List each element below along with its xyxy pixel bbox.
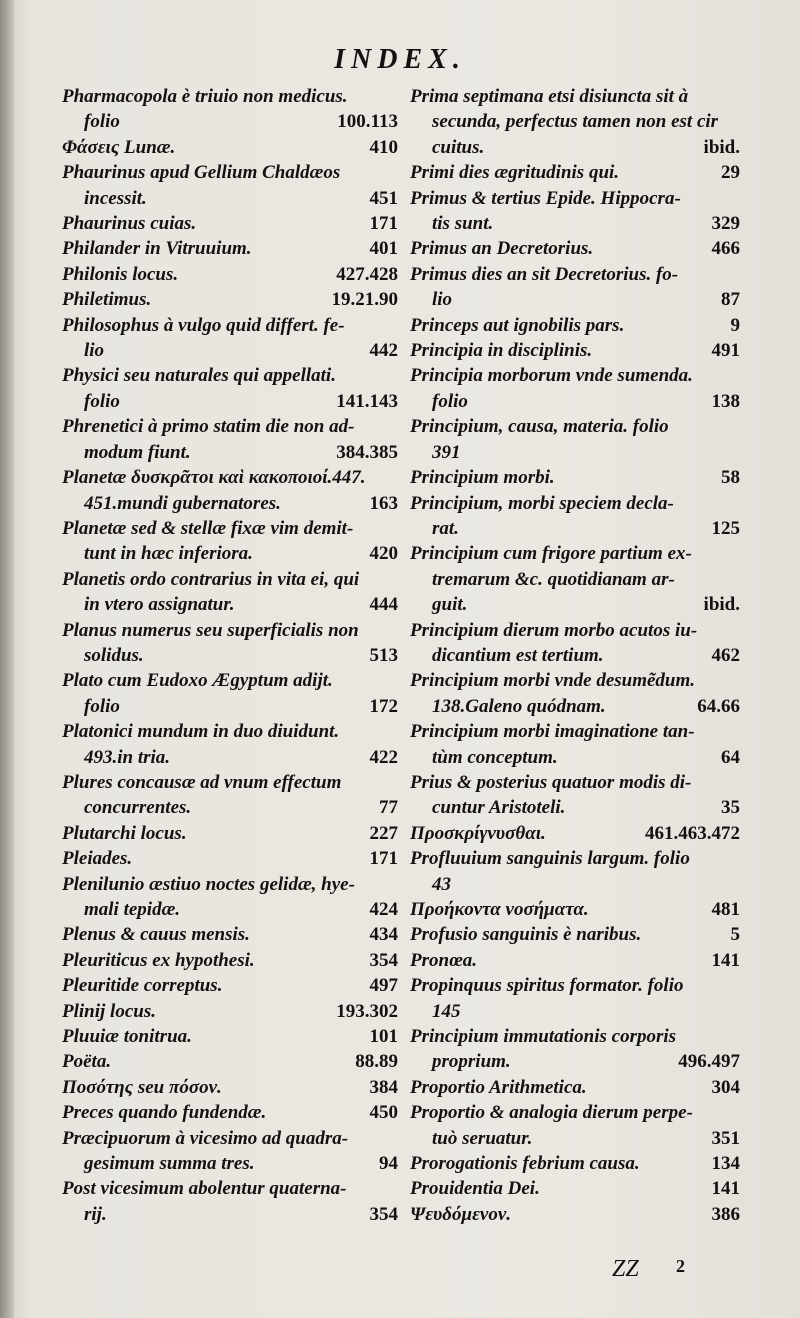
entry-text: Phrenetici à primo statim die non ad- [62,416,355,438]
entry-line [410,668,740,693]
page-reference: 422 [369,746,398,768]
page-reference: 401 [369,238,398,260]
entry-text: Plenilunio æstiuo noctes gelidæ, hye- [62,873,355,895]
entry-line [410,1049,740,1074]
entry-line [62,719,398,744]
page-reference: 35 [721,797,740,819]
page-reference: 466 [711,238,740,260]
index-entry [410,846,740,897]
index-entry [62,287,398,312]
index-entry [410,414,740,465]
entry-line [410,973,740,998]
index-entry [410,770,740,821]
index-entry [410,186,740,237]
entry-text: cuntur Aristoteli. [432,797,566,819]
index-entry [410,618,740,669]
entry-text: Pleuritide correptus. [62,975,223,997]
index-entry [62,465,398,516]
entry-text: Profusio sanguinis è naribus. [410,924,642,946]
entry-line [410,440,740,465]
entry-line [62,211,398,236]
page-reference: 64.66 [697,695,740,717]
entry-line [62,999,398,1024]
entry-text: Primus an Decretorius. [410,238,594,260]
index-entry [410,1075,740,1100]
index-entry [62,211,398,236]
entry-line [410,897,740,922]
page-reference: 138 [711,390,740,412]
entry-line [410,592,740,617]
signature-mark: ZZ [612,1256,639,1282]
entry-line [62,592,398,617]
entry-line [410,745,740,770]
index-entry [62,1075,398,1100]
entry-text: Præcipuorum à vicesimo ad quadra- [62,1127,349,1149]
entry-line [410,363,740,388]
page-reference: 29 [721,162,740,184]
entry-line [410,109,740,134]
index-entry [410,160,740,185]
entry-text: Principia morborum vnde sumenda. [410,365,693,387]
index-entry [62,262,398,287]
entry-line [62,618,398,643]
entry-text: Ποσότης seu πόσον. [62,1076,222,1098]
entry-text: Profluuium sanguinis largum. folio [410,848,690,870]
index-entry [62,922,398,947]
index-entry [410,719,740,770]
index-entry [62,160,398,211]
entry-text: Planetæ δυσκρᾶτοι καὶ κακοποιοί.447. [62,467,366,489]
page-reference: 354 [369,1203,398,1225]
entry-text: rat. [432,517,459,539]
entry-line [62,694,398,719]
page-reference: 434 [369,924,398,946]
entry-line [62,389,398,414]
entry-line [410,999,740,1024]
index-entry [410,1024,740,1075]
entry-line [410,262,740,287]
page-reference: 64 [721,746,740,768]
page-reference: 19.21.90 [331,289,398,311]
entry-line [410,643,740,668]
entry-line [62,973,398,998]
entry-text: Philetimus. [62,289,152,311]
entry-text: tùm conceptum. [432,746,558,768]
entry-line [62,236,398,261]
entry-text: Proportio Arithmetica. [410,1076,587,1098]
page-reference: 5 [730,924,740,946]
entry-line [410,1024,740,1049]
entry-line [410,872,740,897]
entry-text: Planus numerus seu superficialis non [62,619,359,641]
entry-text: Principium dierum morbo acutos iu- [410,619,698,641]
entry-line [62,109,398,134]
page-reference: 354 [369,949,398,971]
index-entry [62,872,398,923]
entry-text: rij. [84,1203,107,1225]
entry-text: Pharmacopola è triuio non medicus. [62,86,348,107]
entry-line [62,567,398,592]
page-reference: 513 [369,644,398,666]
index-entry [410,491,740,542]
entry-line [410,516,740,541]
index-entry [62,618,398,669]
entry-line [62,338,398,363]
entry-text: 493.in tria. [84,746,171,768]
entry-text: Plures concausæ ad vnum effectum [62,771,342,793]
entry-line [62,516,398,541]
entry-text: Principia in disciplinis. [410,340,593,362]
entry-line [62,846,398,871]
entry-line [62,821,398,846]
entry-text: tuò seruatur. [432,1127,533,1149]
page-reference: 163 [369,492,398,514]
page-reference: 481 [711,899,740,920]
entry-text: Principium morbi vnde desumẽdum. [410,670,696,692]
entry-line [410,1151,740,1176]
entry-text: Primi dies ægritudinis qui. [410,162,620,184]
entry-line [62,897,398,922]
index-entry [410,948,740,973]
entry-text: mali tepidæ. [84,899,181,920]
index-entry [410,922,740,947]
index-entry [410,897,740,922]
entry-line [410,389,740,414]
entry-line [62,1049,398,1074]
entry-line [62,1151,398,1176]
entry-line [62,1202,398,1227]
entry-text: Prouidentia Dei. [410,1178,540,1200]
entry-line [410,211,740,236]
entry-text: Propinquus spiritus formator. folio [410,975,684,997]
entry-text: Primus dies an sit Decretorius. fo- [410,263,679,285]
page-reference: 386 [711,1203,740,1225]
entry-line [410,135,740,160]
index-entry [410,1176,740,1201]
entry-line [410,770,740,795]
entry-line [410,1075,740,1100]
page-reference: 87 [721,289,740,311]
page-reference: 491 [711,340,740,362]
entry-line [62,1126,398,1151]
entry-line [62,262,398,287]
entry-text: lio [84,340,105,362]
entry-line [410,1126,740,1151]
entry-line [410,186,740,211]
index-entry [62,1100,398,1125]
index-entry [410,1202,740,1227]
entry-line [62,313,398,338]
right-index-column [410,84,740,1227]
page-reference: 462 [711,644,740,666]
index-entry [62,719,398,770]
entry-line [410,694,740,719]
page-reference: 451 [369,187,398,209]
index-entry [410,363,740,414]
entry-line [410,1100,740,1125]
entry-line [410,821,740,846]
entry-text: Phaurinus cuias. [62,213,197,235]
page-reference: 171 [369,213,398,235]
entry-text: Proportio & analogia dierum perpe- [410,1102,693,1124]
index-entry [410,262,740,313]
entry-line [62,922,398,947]
entry-text: Princeps aut ignobilis pars. [410,314,625,336]
entry-line [410,719,740,744]
entry-line [62,160,398,185]
index-entry [62,668,398,719]
page-reference: 141 [711,1178,740,1200]
index-entry [410,1100,740,1151]
entry-text: guit. [432,594,468,616]
entry-text: Principium morbi imaginatione tan- [410,721,695,743]
entry-text: in vtero assignatur. [84,594,235,616]
entry-text: Φάσεις Lunæ. [62,136,176,158]
index-entry [410,465,740,490]
entry-text: lio [432,289,453,311]
entry-text: Post vicesimum abolentur quaterna- [62,1178,347,1200]
entry-line [410,414,740,439]
entry-text: dicantium est tertium. [432,644,604,666]
entry-text: concurrentes. [84,797,192,819]
entry-text: proprium. [432,1051,511,1073]
entry-text: cuitus. [432,136,485,158]
index-entry [62,948,398,973]
page-reference: 94 [379,1153,398,1175]
entry-text: Principium cum frigore partium ex- [410,543,692,565]
entry-text: solidus. [84,644,144,666]
entry-line [62,1075,398,1100]
index-entry [62,846,398,871]
folio-number: 2 [676,1256,685,1276]
index-entry [62,973,398,998]
entry-line [410,491,740,516]
entry-text: tunt in hæc inferiora. [84,543,253,565]
index-entry [62,1126,398,1177]
entry-text: 138.Galeno quódnam. [432,695,606,717]
page-reference: 101 [369,1026,398,1048]
entry-text: Primus & tertius Epide. Hippocra- [410,187,681,209]
entry-line [62,84,398,109]
entry-line [410,922,740,947]
index-entry [62,1024,398,1049]
entry-line [410,313,740,338]
entry-line [410,84,740,109]
entry-line [62,541,398,566]
entry-text: secunda, perfectus tamen non est cir [432,111,719,133]
entry-text: folio [84,390,120,412]
page-binding-shadow [0,0,14,1318]
entry-text: tremarum &c. quotidianam ar- [432,568,675,590]
page-reference: 134 [711,1153,740,1175]
index-entry [410,1151,740,1176]
index-entry [62,567,398,618]
page-reference: 227 [369,822,398,844]
entry-line [62,643,398,668]
entry-line [62,287,398,312]
entry-line [410,338,740,363]
entry-text: Pleiades. [62,848,133,870]
entry-text: Pronœa. [410,949,478,971]
entry-text: Poëta. [62,1051,112,1073]
page-reference: 9 [730,314,740,336]
page-reference: 384.385 [336,441,398,463]
entry-text: Προσκρίγνυσθαι. [410,822,546,844]
entry-text: Principium morbi. [410,467,555,489]
page-reference: 496.497 [678,1051,740,1073]
entry-line [62,414,398,439]
page-reference: 329 [711,213,740,235]
page-reference: 193.302 [336,1000,398,1022]
entry-text: 391 [432,441,461,463]
entry-line [62,770,398,795]
index-entry [410,973,740,1024]
entry-text: Prius & posterius quatuor modis di- [410,771,692,793]
entry-line [410,541,740,566]
page-reference: ibid. [703,136,740,158]
page-reference: 77 [379,797,398,819]
entry-line [62,872,398,897]
entry-text: Pleuriticus ex hypothesi. [62,949,255,971]
entry-line [62,135,398,160]
index-entry [62,236,398,261]
index-entry [410,338,740,363]
index-entry [62,84,398,135]
entry-line [410,948,740,973]
entry-line [410,846,740,871]
page-reference: 410 [369,136,398,158]
entry-line [410,1176,740,1201]
index-entry [62,414,398,465]
entry-line [62,1100,398,1125]
entry-text: gesimum summa tres. [84,1153,255,1175]
index-entry [62,135,398,160]
entry-line [410,795,740,820]
page-reference: 424 [369,899,398,920]
index-entry [62,363,398,414]
entry-text: Platonici mundum in duo diuidunt. [62,721,340,743]
entry-line [62,363,398,388]
index-entry [62,821,398,846]
entry-text: Philander in Vitruuium. [62,238,252,260]
entry-text: Planetis ordo contrarius in vita ei, qui [62,568,360,590]
entry-text: 145 [432,1000,461,1022]
page-reference: 304 [711,1076,740,1098]
entry-text: Phaurinus apud Gellium Chaldæos [62,162,341,184]
entry-text: Preces quando fundendæ. [62,1102,267,1124]
entry-text: 43 [432,873,451,895]
index-entry [410,541,740,617]
page-reference: 384 [369,1076,398,1098]
entry-text: Prorogationis febrium causa. [410,1153,640,1175]
entry-line [410,160,740,185]
page-reference: 88.89 [355,1051,398,1073]
page-reference: 420 [369,543,398,565]
entry-text: Plenus & cauus mensis. [62,924,250,946]
entry-text: Philosophus à vulgo quid differt. fe- [62,314,345,336]
entry-text: Principium, morbi speciem decla- [410,492,674,514]
entry-text: Principium immutationis corporis [410,1026,677,1048]
entry-text: Prima septimana etsi disiuncta sit à [410,86,689,107]
entry-line [410,465,740,490]
index-entry [62,1049,398,1074]
entry-line [62,1024,398,1049]
entry-text: 451.mundi gubernatores. [84,492,281,514]
index-header: INDEX. [334,44,466,75]
index-entry [62,1176,398,1227]
index-entry [62,313,398,364]
page-reference: 141 [711,949,740,971]
entry-text: Philonis locus. [62,263,179,285]
page-reference: 100.113 [337,111,398,133]
entry-line [62,465,398,490]
entry-line [62,491,398,516]
entry-line [410,1202,740,1227]
entry-text: tis sunt. [432,213,494,235]
page-reference: 427.428 [336,263,398,285]
entry-text: Ψευδόμενον. [410,1203,512,1225]
entry-line [62,745,398,770]
page-reference: 497 [369,975,398,997]
index-entry [62,770,398,821]
entry-line [410,567,740,592]
index-entry [410,821,740,846]
entry-text: Planetæ sed & stellæ fixæ vim demit- [62,517,354,539]
entry-text: incessit. [84,187,147,209]
page-reference: 351 [711,1127,740,1149]
page-reference: 461.463.472 [645,822,740,844]
entry-text: folio [84,111,120,133]
page-reference: 442 [369,340,398,362]
entry-text: modum fiunt. [84,441,191,463]
page-reference: 172 [369,695,398,717]
index-entry [410,668,740,719]
entry-line [62,440,398,465]
entry-text: Plato cum Eudoxo Ægyptum adijt. [62,670,333,692]
entry-text: Principium, causa, materia. folio [410,416,669,438]
page-reference: 171 [369,848,398,870]
page-reference: 450 [369,1102,398,1124]
entry-line [410,287,740,312]
index-entry [410,313,740,338]
index-entry [62,999,398,1024]
left-index-column [62,84,398,1227]
entry-text: Pluuiæ tonitrua. [62,1026,192,1048]
page-reference: 58 [721,467,740,489]
entry-line [62,186,398,211]
entry-text: folio [84,695,120,717]
entry-text: folio [432,390,468,412]
index-entry [62,516,398,567]
page-reference: 444 [369,594,398,616]
entry-line [62,795,398,820]
index-entry [410,84,740,160]
index-entry [410,236,740,261]
entry-line [62,1176,398,1201]
page-reference: 125 [711,517,740,539]
entry-text: Προήκοντα νοσήματα. [410,899,589,920]
page-reference: ibid. [703,594,740,616]
entry-line [62,668,398,693]
entry-text: Plinij locus. [62,1000,156,1022]
entry-line [62,948,398,973]
entry-text: Physici seu naturales qui appellati. [62,365,336,387]
page-reference: 141.143 [336,390,398,412]
entry-text: Plutarchi locus. [62,822,187,844]
entry-line [410,618,740,643]
entry-line [410,236,740,261]
